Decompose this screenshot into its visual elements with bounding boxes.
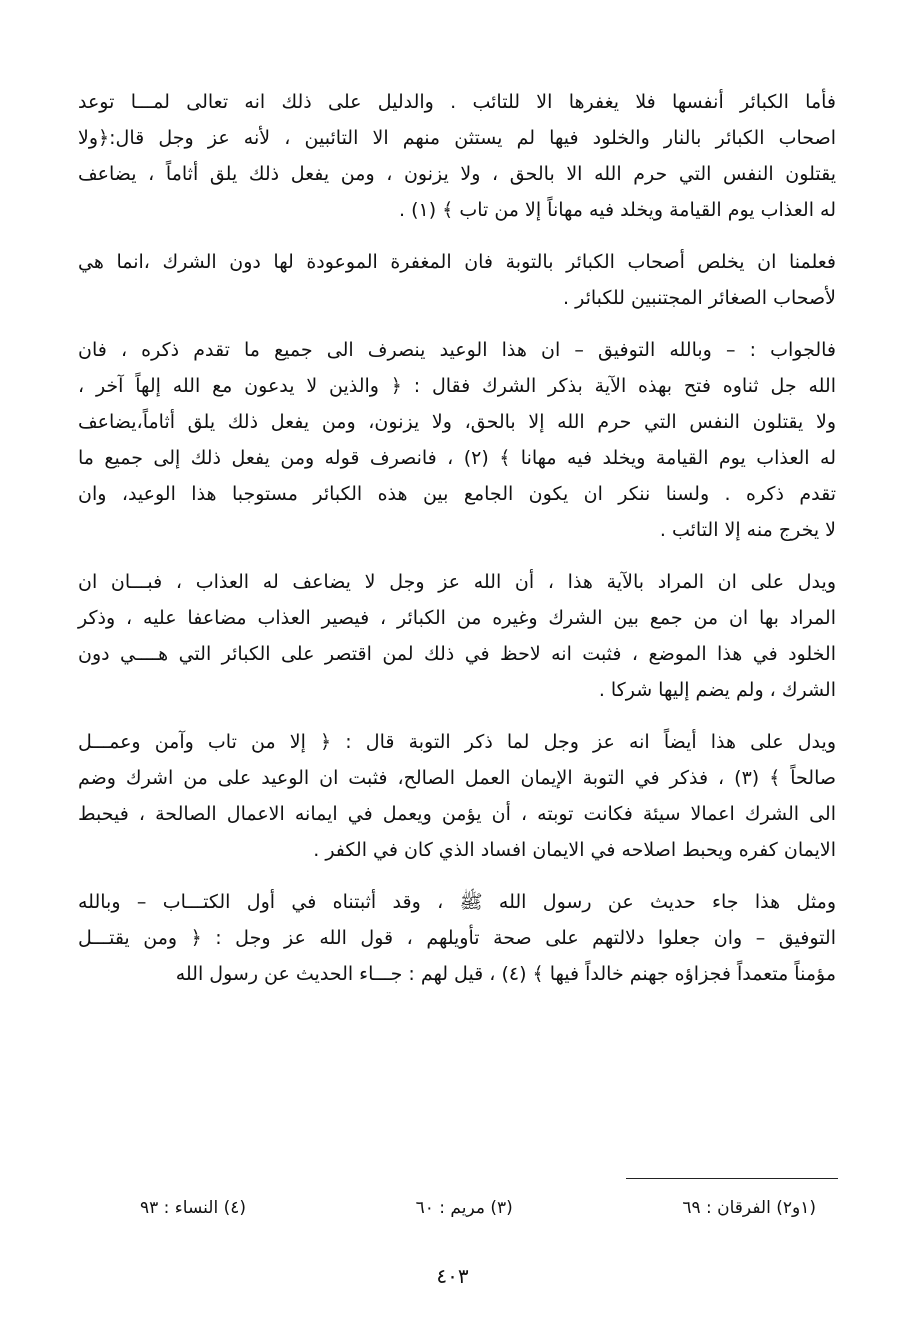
paragraph [78, 332, 836, 548]
text-line: الخلود في هذا الموضع ، فثبت انه لاحظ في ذلك لمن اقتصر على الكبائر التي هــــي دون [78, 643, 836, 665]
text-line: المراد بها ان من جمع بين الشرك وغيره من الكبائر ، فيصير العذاب مضاعفا عليه ، وذكر [78, 607, 836, 629]
body-text [78, 84, 836, 1008]
text-line: مؤمناً متعمداً فجزاؤه جهنم خالداً فيها ﴾ (٤) ، قيل لهم : جـــاء الحديث عن رسول الله [175, 963, 836, 985]
text-line: له العذاب يوم القيامة ويخلد فيه مهانا ﴾ (٢) ، فانصرف قوله ومن يفعل ذلك إلى جميع ما [78, 447, 836, 469]
text-line: الى الشرك اعمالا سيئة فكانت توبته ، أن يؤمن ويعمل في ايمانه الاعمال الصالحة ، فيحبط [78, 803, 836, 825]
paragraph [78, 564, 836, 708]
text-line: تقدم ذكره . ولسنا ننكر ان يكون الجامع بين هذه الكبائر مستوجبا هذا الوعيد، وان [78, 483, 836, 505]
text-line: يقتلون النفس التي حرم الله الا بالحق ، ولا يزنون ، ومن يفعل ذلك يلق أثاماً ، يضاعف [78, 163, 836, 185]
text-line: ويدل على هذا أيضاً انه عز وجل لما ذكر التوبة قال : ﴿ إلا من تاب وآمن وعمـــل [78, 731, 836, 753]
text-line: صالحاً ﴾ (٣) ، فذكر في التوبة الإيمان العمل الصالح، فثبت ان الوعيد على من اشرك وضم [78, 767, 837, 789]
text-line: فالجواب : – وبالله التوفيق – ان هذا الوعيد ينصرف الى جميع ما تقدم ذكره ، فان [78, 339, 836, 361]
text-line: ومثل هذا جاء حديث عن رسول الله ﷺ ، وقد أثبتناه في أول الكتـــاب – وبالله [78, 891, 836, 913]
paragraph [78, 244, 836, 316]
text-line: لا يخرج منه إلا التائب . [659, 519, 836, 541]
footnotes [140, 1196, 816, 1220]
text-line: فأما الكبائر أنفسها فلا يغفرها الا للتائب . والدليل على ذلك انه تعالى لمـــا توعد [78, 91, 836, 113]
text-line: له العذاب يوم القيامة ويخلد فيه مهاناً إلا من تاب ﴾ (١) . [399, 199, 836, 221]
paragraph [78, 84, 836, 228]
footnote-1: (١و٢) الفرقان : ٦٩ [682, 1198, 816, 1218]
text-line: فعلمنا ان يخلص أصحاب الكبائر بالتوبة فان المغفرة الموعودة لها دون الشرك ،انما هي [78, 251, 836, 273]
page-number: ٤٠٣ [436, 1264, 469, 1288]
text-line: الشرك ، ولم يضم إليها شركا . [598, 679, 836, 701]
footnote-divider [626, 1178, 838, 1179]
paragraph [78, 724, 836, 868]
footnote-3: (٤) النساء : ٩٣ [140, 1198, 246, 1218]
text-line: التوفيق – وان جعلوا دلالتهم على صحة تأويلهم ، قول الله عز وجل : ﴿ ومن يقتـــل [78, 927, 836, 949]
footnote-2: (٣) مريم : ٦٠ [415, 1198, 513, 1218]
text-line: لأصحاب الصغائر المجتنبين للكبائر . [563, 287, 836, 309]
text-line: الله جل ثناوه فتح بهذه الآية بذكر الشرك فقال : ﴿ والذين لا يدعون مع الله إلهاً آخر ، [78, 375, 836, 397]
text-line: ولا يقتلون النفس التي حرم الله إلا بالحق، ولا يزنون، ومن يفعل ذلك يلق أثاماً،يضاعف [78, 411, 836, 433]
text-line: الايمان كفره ويحبط اصلاحه في الايمان افساد الذي كان في الكفر . [313, 839, 836, 861]
text-line: ويدل على ان المراد بالآية هذا ، أن الله عز وجل لا يضاعف له العذاب ، فبـــان ان [78, 571, 836, 593]
paragraph [78, 884, 836, 992]
text-line: اصحاب الكبائر بالنار والخلود فيها لم يستثن منهم الا التائبين ، لأنه عز وجل قال:﴿ولا [78, 127, 836, 149]
